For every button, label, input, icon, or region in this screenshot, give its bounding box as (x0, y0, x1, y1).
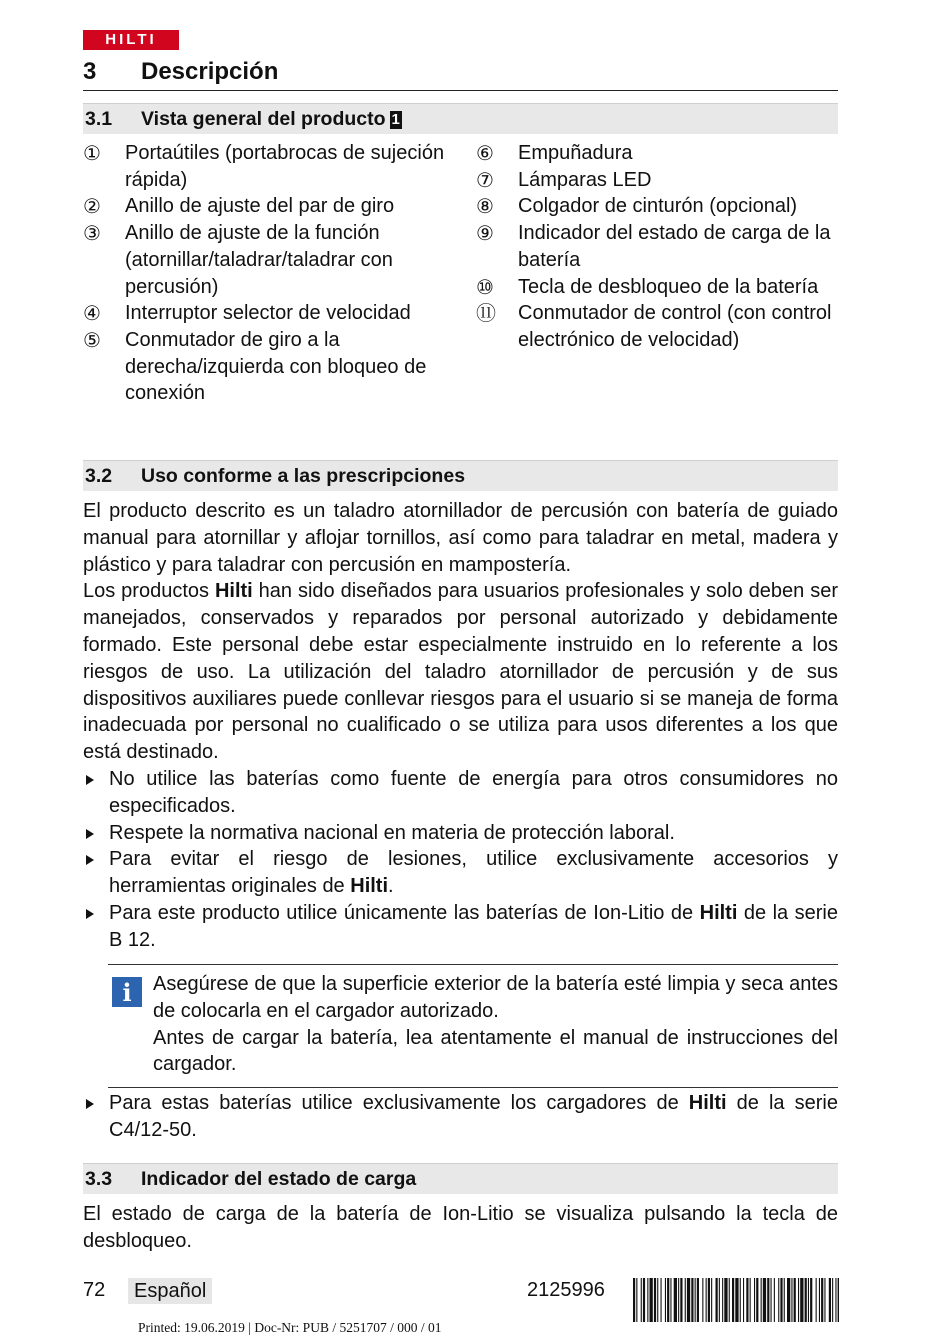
page-number: 72 (83, 1279, 106, 1301)
item-text: Portaútiles (portabrocas de sujeción rápida) (125, 142, 445, 191)
printed-line: Printed: 19.06.2019 | Doc-Nr: PUB / 5251707 / 000 / 01 (138, 1320, 442, 1335)
item-number: ③ (83, 221, 101, 246)
list-item (476, 193, 838, 220)
barcode-bar (678, 1278, 679, 1322)
triangle-bullet-icon (86, 775, 94, 785)
bullet-text: No utilice las baterías como fuente de energía para otros consumidores no especificados. (109, 767, 838, 817)
paragraph: El producto descrito es un taladro atornillador de percusión con batería de guiado manual para atornillar y aflojar tornillos, así como para taladrar en metal, madera y plástico y para taladrar con percusión en mampostería. (83, 500, 838, 576)
barcode-bar (819, 1278, 820, 1322)
barcode-bar (722, 1278, 723, 1322)
barcode-bar (746, 1278, 748, 1322)
bullet-list (83, 766, 838, 954)
chapter-title-text: Descripción (141, 58, 279, 85)
hilti-logo: HILTI (83, 30, 179, 50)
barcode-bar (805, 1278, 807, 1322)
list-item (83, 193, 445, 220)
item-text: Interruptor selector de velocidad (125, 302, 411, 325)
figure-reference: 1 (391, 111, 400, 128)
item-text: Conmutador de giro a la derecha/izquierda con bloqueo de conexión (125, 328, 427, 405)
item-text: Tecla de desbloqueo de la batería (518, 275, 819, 298)
section-number: 3.1 (85, 108, 113, 130)
item-text: Conmutador de control (con control electrónico de velocidad) (518, 302, 832, 351)
barcode-bar (798, 1278, 799, 1322)
barcode-bar (724, 1278, 727, 1322)
barcode-bar (756, 1278, 758, 1322)
section-heading-3-3 (83, 1163, 838, 1194)
barcode (633, 1278, 839, 1322)
barcode-bar (810, 1278, 812, 1322)
barcode-bar (706, 1278, 707, 1322)
barcode-bar (740, 1278, 741, 1322)
barcode-bar (743, 1278, 744, 1322)
item-number: ⑩ (476, 274, 494, 299)
barcode-bar (670, 1278, 671, 1322)
paragraph: El estado de carga de la batería de Ion-Litio se visualiza pulsando la tecla de desbloqueo. (83, 1203, 838, 1252)
barcode-bar (821, 1278, 823, 1322)
brand-name: Hilti (699, 901, 738, 924)
bullet-text: de la serie C4/12-50. (109, 1092, 838, 1141)
bullet-item (83, 820, 838, 847)
barcode-bar (687, 1278, 690, 1322)
bullet-item (83, 846, 838, 900)
item-text: Empuñadura (518, 142, 633, 164)
triangle-bullet-icon (86, 855, 94, 865)
barcode-bar (674, 1278, 677, 1322)
barcode-bar (791, 1278, 792, 1322)
brand-name: Hilti (214, 580, 253, 603)
barcode-bar (680, 1278, 682, 1322)
list-item (83, 300, 445, 327)
barcode-bar (778, 1278, 779, 1322)
item-text: Lámparas LED (518, 168, 652, 191)
brand-name: Hilti (350, 875, 389, 898)
bullet-text: Para evitar el riesgo de lesiones, utilice exclusivamente accesorios y herramientas originales de (109, 848, 838, 898)
chapter-number: 3 (83, 58, 97, 85)
barcode-bar (716, 1278, 718, 1322)
section-3-2-body (83, 498, 838, 954)
barcode-bar (711, 1278, 712, 1322)
bullet-text: de la serie B 12. (109, 901, 838, 951)
bullet-list (83, 1090, 838, 1144)
barcode-bar (691, 1278, 693, 1322)
barcode-bar (657, 1278, 658, 1322)
list-item (476, 300, 838, 353)
paragraph (83, 578, 838, 766)
section-3-3-body (83, 1201, 838, 1255)
list-item (83, 140, 445, 193)
section-heading-3-1 (83, 103, 838, 134)
parts-list-left (83, 140, 445, 407)
barcode-bar (808, 1278, 809, 1322)
item-text: Anillo de ajuste del par de giro (125, 195, 395, 218)
item-text: Anillo de ajuste de la función (atornillar/taladrar/taladrar con percusión) (125, 222, 393, 298)
info-note (108, 964, 838, 1088)
barcode-bar (794, 1278, 796, 1322)
barcode-bar (771, 1278, 772, 1322)
section-title: Indicador del estado de carga (141, 1168, 417, 1190)
barcode-bar (647, 1278, 648, 1322)
triangle-bullet-icon (86, 1099, 94, 1109)
item-number: ⑦ (476, 167, 494, 192)
item-number: ④ (83, 301, 101, 326)
barcode-bar (787, 1278, 790, 1322)
barcode-bar (633, 1278, 635, 1322)
barcode-bar (729, 1278, 730, 1322)
list-item (476, 140, 838, 167)
bullet-text: Para este producto utilice únicamente las baterías de Ion-Litio de (109, 901, 700, 924)
barcode-bar (774, 1278, 775, 1322)
item-text: Indicador del estado de carga de la batería (518, 222, 831, 271)
barcode-bar (643, 1278, 645, 1322)
info-icon: i (112, 977, 142, 1007)
list-item (476, 274, 838, 301)
barcode-bar (641, 1278, 642, 1322)
note-line: Asegúrese de que la superficie exterior de la batería esté limpia y seca antes de colocarla en el cargador autorizado. (153, 973, 838, 1022)
barcode-bar (763, 1278, 766, 1322)
barcode-bar (719, 1278, 720, 1322)
text-run: han sido diseñados para usuarios profesionales y solo deben ser manejados, conservados y reparados por personal autorizado y debidamente formado. Este personal debe estar especialmente instruido en lo referente a los riesgos de uso. La utilización del taladro atornillador de percusión y de sus dispositivos auxiliares puede conllevar riesgos para el usuario si se maneja de forma inadecuada por personal no cualificado o se utiliza para usos diferentes a los que está destinado. (83, 580, 838, 764)
barcode-bar (695, 1278, 696, 1322)
bullet-item (83, 1090, 838, 1144)
parts-list-right (476, 140, 838, 354)
note-line: Antes de cargar la batería, lea atentamente el manual de instrucciones del cargador. (153, 1026, 838, 1076)
brand-name: Hilti (688, 1092, 727, 1114)
barcode-bar (750, 1278, 751, 1322)
barcode-bar (780, 1278, 782, 1322)
section-title: Uso conforme a las prescripciones (141, 465, 466, 487)
barcode-bar (654, 1278, 656, 1322)
bullet-text: . (388, 875, 394, 898)
section-number: 3.2 (85, 465, 113, 487)
bullet-text: Para estas baterías utilice exclusivamente los cargadores de (109, 1092, 689, 1114)
note-text (153, 971, 838, 1078)
language-label: Español (128, 1278, 212, 1304)
section-3-2-final-bullet (83, 1090, 838, 1144)
triangle-bullet-icon (86, 829, 94, 839)
item-number: ② (83, 194, 101, 219)
barcode-bar (636, 1278, 637, 1322)
text-run: Los productos (83, 580, 215, 603)
item-text: Colgador de cinturón (opcional) (518, 195, 798, 218)
barcode-bar (761, 1278, 762, 1322)
section-heading-3-2 (83, 460, 838, 491)
item-number: ⑨ (476, 221, 494, 246)
barcode-bar (784, 1278, 785, 1322)
barcode-bar (824, 1278, 825, 1322)
barcode-bar (838, 1278, 839, 1322)
list-item (476, 220, 838, 273)
item-number: ⑥ (476, 141, 494, 165)
section-title: Vista general del producto (141, 108, 386, 130)
barcode-bar (829, 1278, 831, 1322)
barcode-bar (685, 1278, 686, 1322)
item-number: ⑪ (476, 301, 496, 326)
list-item (83, 327, 445, 407)
barcode-bar (665, 1278, 666, 1322)
barcode-bar (754, 1278, 755, 1322)
barcode-bar (697, 1278, 699, 1322)
barcode-bar (816, 1278, 817, 1322)
item-number: ⑧ (476, 194, 494, 219)
item-number: ① (83, 141, 101, 165)
section-number: 3.3 (85, 1168, 113, 1190)
chapter-title (83, 58, 838, 91)
barcode-bar (767, 1278, 769, 1322)
barcode-bar (835, 1278, 836, 1322)
barcode-bar (661, 1278, 662, 1322)
barcode-bar (832, 1278, 833, 1322)
list-item (83, 220, 445, 300)
item-number: ⑤ (83, 327, 101, 352)
list-item (476, 167, 838, 194)
document-code: 2125996 (527, 1279, 605, 1301)
barcode-bar (800, 1278, 803, 1322)
barcode-bar (735, 1278, 738, 1322)
barcode-bar (650, 1278, 653, 1322)
bullet-item (83, 766, 838, 820)
barcode-bar (667, 1278, 669, 1322)
bullet-item (83, 900, 838, 954)
bullet-text: Respete la normativa nacional en materia de protección laboral. (109, 821, 675, 844)
barcode-bar (708, 1278, 710, 1322)
barcode-bar (702, 1278, 703, 1322)
triangle-bullet-icon (86, 909, 94, 919)
barcode-bar (732, 1278, 734, 1322)
